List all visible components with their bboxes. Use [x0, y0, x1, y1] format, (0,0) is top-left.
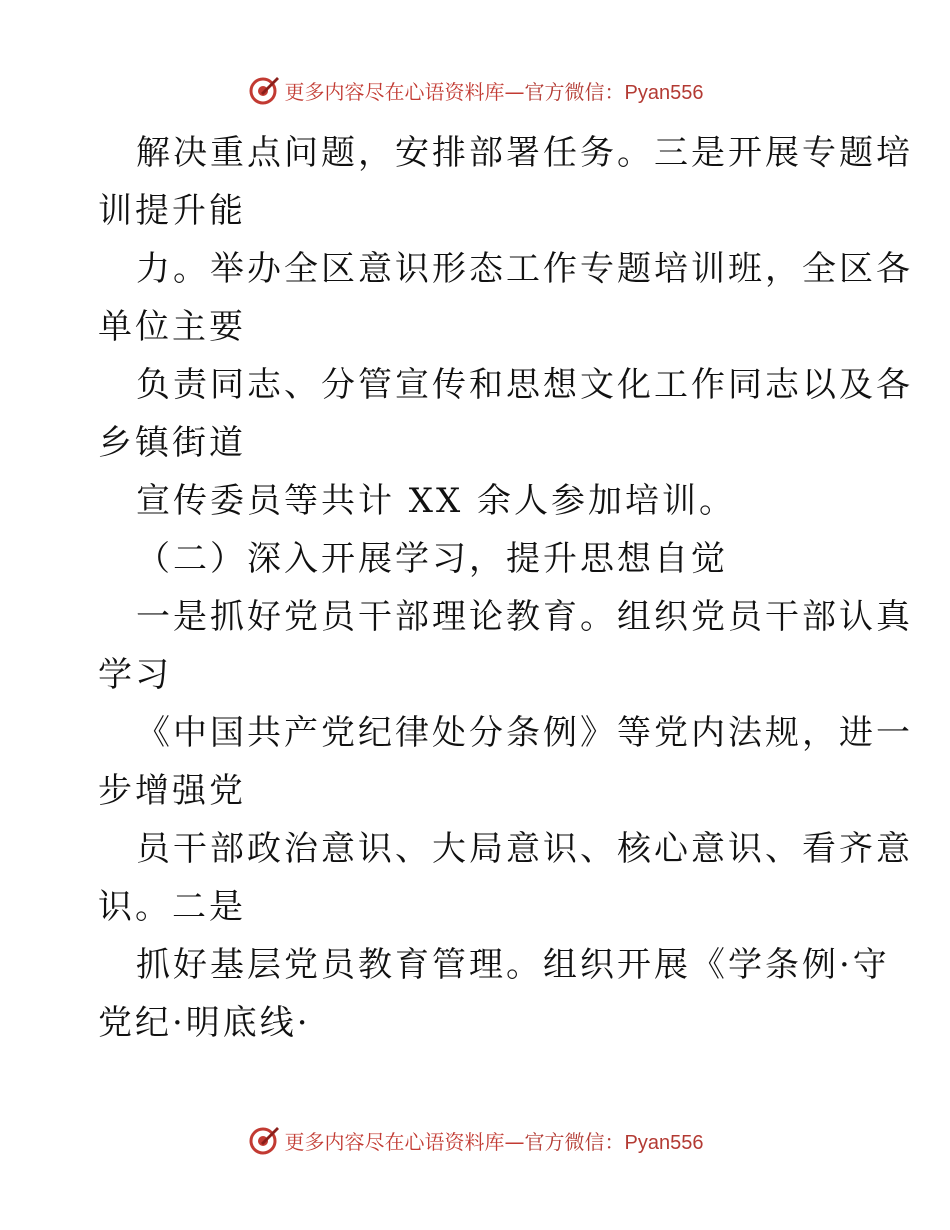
text-line: 党纪·明底线· — [98, 1003, 311, 1043]
quill-logo-icon — [247, 73, 281, 107]
watermark-text — [285, 76, 704, 105]
header-watermark — [0, 70, 950, 110]
watermark-main: 更多内容尽在心语资料库 — [284, 79, 505, 104]
text-line: 抓好基层党员教育管理。组织开展《学条例·守 — [136, 945, 890, 985]
text-line: （二）深入开展学习，提升思想自觉 — [136, 539, 728, 579]
text-line: 单位主要 — [98, 307, 246, 347]
watermark-dash: — — [504, 1129, 525, 1154]
text-line: 识。二是 — [98, 887, 246, 927]
watermark-dash: — — [504, 79, 525, 104]
watermark-main: 更多内容尽在心语资料库 — [284, 1129, 505, 1154]
watermark-sub: 官方微信： — [524, 1129, 625, 1154]
text-line: 步增强党 — [98, 771, 246, 811]
text-line: 员干部政治意识、大局意识、核心意识、看齐意 — [136, 829, 913, 869]
text-line: 宣传委员等共计 XX 余人参加培训。 — [136, 481, 737, 521]
text-line: 解决重点问题，安排部署任务。三是开展专题培 — [136, 133, 913, 173]
text-line: 一是抓好党员干部理论教育。组织党员干部认真 — [136, 597, 913, 637]
document-body — [98, 124, 913, 1052]
text-line: 训提升能 — [98, 191, 246, 231]
text-line: 学习 — [98, 655, 172, 695]
watermark-id: Pyan556 — [624, 1131, 704, 1154]
text-line: 乡镇街道 — [98, 423, 246, 463]
watermark-text — [285, 1126, 704, 1155]
text-line: 负责同志、分管宣传和思想文化工作同志以及各 — [136, 365, 913, 405]
footer-watermark — [0, 1120, 950, 1160]
text-line: 力。举办全区意识形态工作专题培训班，全区各 — [136, 249, 913, 289]
watermark-sub: 官方微信： — [524, 79, 625, 104]
text-line: 《中国共产党纪律处分条例》等党内法规，进一 — [136, 713, 913, 753]
quill-logo-icon — [247, 1123, 281, 1157]
watermark-id: Pyan556 — [624, 81, 704, 104]
